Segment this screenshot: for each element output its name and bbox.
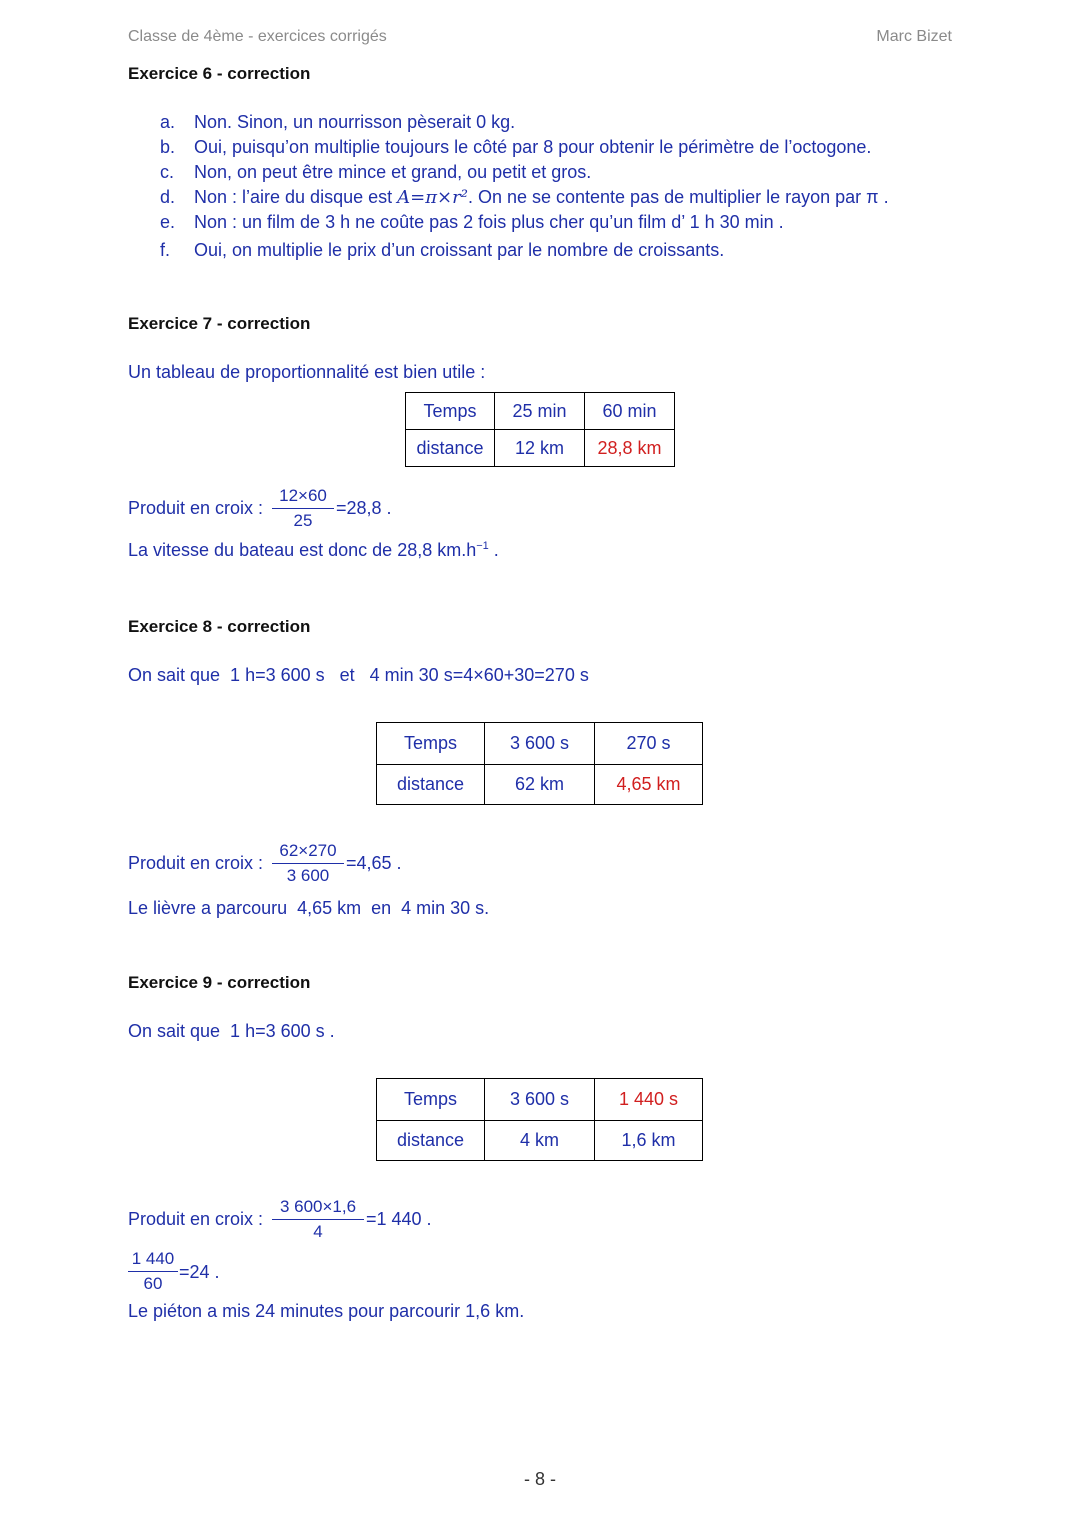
ex6-title: Exercice 6 - correction (128, 64, 311, 83)
fraction-denominator: 3 600 (286, 866, 330, 885)
ex6-item-c (160, 162, 591, 183)
fraction-denominator: 4 (313, 1222, 323, 1241)
fraction-denominator: 25 (293, 511, 313, 530)
fraction-numerator: 62×270 (279, 841, 337, 860)
table-cell-answer: 4,65 km (595, 765, 703, 805)
ex8-cross-result: =4,65 . (346, 853, 402, 873)
ex7-intro: Un tableau de proportionnalité est bien utile : (128, 362, 486, 382)
table-cell: 62 km (485, 765, 595, 805)
table-cell: distance (377, 765, 485, 805)
table-cell: Temps (377, 1079, 485, 1121)
ex9-minutes-result: =24 . (179, 1262, 220, 1282)
table-cell: 3 600 s (485, 723, 595, 765)
table-cell: 12 km (495, 430, 585, 467)
table-cell: distance (377, 1121, 485, 1161)
item-text: Oui, on multiplie le prix d’un croissant par le nombre de croissants. (194, 240, 725, 260)
table-row (377, 723, 703, 765)
item-label: d. (160, 187, 176, 207)
item-label: b. (160, 137, 176, 157)
table-cell: 4 km (485, 1121, 595, 1161)
table-row (377, 1121, 703, 1161)
table-cell: 1,6 km (595, 1121, 703, 1161)
item-text-end: . On ne se contente pas de multiplier le rayon par π . (467, 187, 889, 207)
table-cell: 60 min (585, 393, 675, 430)
ex6-item-f (160, 240, 724, 261)
item-text: Non. Sinon, un nourrisson pèserait 0 kg. (194, 112, 516, 132)
item-label: e. (160, 212, 176, 232)
ex6-item-e (160, 212, 784, 233)
fraction-numerator: 12×60 (279, 486, 327, 505)
ex7-conclusion (128, 540, 499, 561)
ex8-proportion-table (376, 722, 703, 805)
conclusion-exponent: −1 (476, 540, 489, 552)
table-cell: 270 s (595, 723, 703, 765)
table-cell: Temps (377, 723, 485, 765)
table-row (377, 765, 703, 805)
item-label: a. (160, 112, 176, 132)
table-cell: 25 min (495, 393, 585, 430)
ex9-intro: On sait que 1 h=3 600 s . (128, 1021, 335, 1041)
ex6-item-d (160, 187, 889, 208)
ex9-cross-result: =1 440 . (366, 1209, 432, 1229)
ex8-intro: On sait que 1 h=3 600 s et 4 min 30 s=4×60+30=270 s (128, 665, 589, 685)
item-text: Non : l’aire du disque est (194, 187, 398, 207)
ex9-proportion-table (376, 1078, 703, 1161)
ex9-conclusion: Le piéton a mis 24 minutes pour parcourir 1,6 km. (128, 1301, 525, 1321)
item-label: f. (160, 240, 171, 260)
page-number: - 8 - (523, 1469, 556, 1489)
conclusion-end: . (488, 540, 499, 560)
area-formula: A=π×r² (397, 187, 468, 208)
ex9-title: Exercice 9 - correction (128, 973, 311, 992)
item-text: Non, on peut être mince et grand, ou petit et gros. (194, 162, 592, 182)
ex6-item-a (160, 112, 515, 133)
table-row (377, 1079, 703, 1121)
table-row (406, 430, 675, 467)
fraction-denominator: 60 (143, 1274, 163, 1293)
ex7-cross-label: Produit en croix : (128, 498, 264, 518)
ex7-cross-result: =28,8 . (336, 498, 392, 518)
ex7-title: Exercice 7 - correction (128, 314, 311, 333)
ex7-fraction (272, 486, 334, 531)
table-cell: Temps (406, 393, 495, 430)
header-left: Classe de 4ème - exercices corrigés (128, 28, 387, 45)
ex9-fraction (272, 1197, 364, 1242)
table-cell: 3 600 s (485, 1079, 595, 1121)
table-cell-answer: 1 440 s (595, 1079, 703, 1121)
table-cell: distance (406, 430, 495, 467)
ex8-title: Exercice 8 - correction (128, 617, 311, 636)
header-right: Marc Bizet (876, 28, 952, 45)
fraction-numerator: 1 440 (131, 1249, 175, 1268)
ex9-cross-label: Produit en croix : (128, 1209, 264, 1229)
ex7-proportion-table (405, 392, 675, 467)
fraction-bar (272, 863, 344, 864)
item-label: c. (160, 162, 175, 182)
item-text: Oui, puisqu’on multiplie toujours le côté par 8 pour obtenir le périmètre de l’octogone. (194, 137, 872, 157)
ex8-conclusion: Le lièvre a parcouru 4,65 km en 4 min 30 s. (128, 898, 490, 918)
table-cell-answer: 28,8 km (585, 430, 675, 467)
fraction-bar (128, 1271, 178, 1272)
conclusion-text: La vitesse du bateau est donc de 28,8 km.h (128, 540, 477, 560)
fraction-numerator: 3 600×1,6 (279, 1197, 357, 1216)
ex6-item-b (160, 137, 871, 158)
ex8-fraction (272, 841, 344, 886)
ex9-fraction-minutes (128, 1249, 178, 1294)
table-row (406, 393, 675, 430)
item-text: Non : un film de 3 h ne coûte pas 2 fois plus cher qu’un film d’ 1 h 30 min . (194, 212, 784, 232)
fraction-bar (272, 508, 334, 509)
ex8-cross-label: Produit en croix : (128, 853, 264, 873)
fraction-bar (272, 1219, 364, 1220)
